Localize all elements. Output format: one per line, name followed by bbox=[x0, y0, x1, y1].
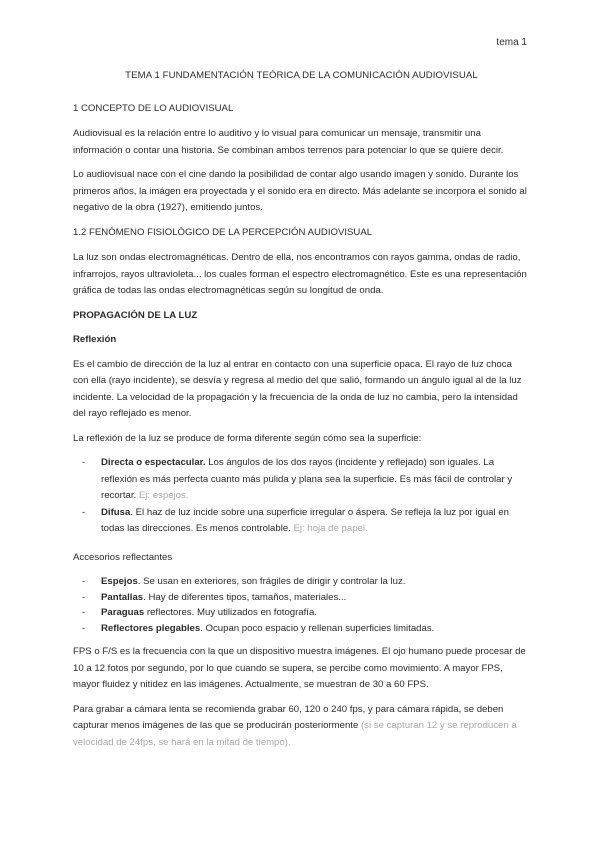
subheading-reflection: Reflexión bbox=[73, 334, 117, 345]
accessories-list bbox=[73, 574, 530, 636]
list-item-text: . Se usan en exteriores, son frágiles de dirigir y controlar la luz. bbox=[137, 576, 406, 587]
section-heading-perception: 1.2 FENÓMENO FISIOLÓGICO DE LA PERCEPCIÓN AUDIOVISUAL bbox=[73, 226, 373, 238]
list-item-text: . El haz de luz incide sobre una superficie irregular o áspera. Se refleja la luz por igual en todas las direcciones. Es menos controlable. bbox=[101, 506, 509, 534]
list-item-term: Espejos bbox=[101, 576, 138, 587]
list-item-term: Pantallas bbox=[101, 591, 144, 603]
list-item-text: reflectores. Muy utilizados en fotografía. bbox=[144, 607, 317, 618]
paragraph-audiovisual-definition: Audiovisual es la relación entre lo auditivo y lo visual para comunicar un mensaje, transmitir una información o contar una historia. Se combinan ambos terrenos para potenciar lo que se quiere decir. bbox=[73, 128, 504, 156]
list-item-example: Ej: hoja de papel. bbox=[293, 523, 368, 534]
list-dash: - bbox=[82, 622, 86, 634]
list-item-text: Los ángulos de los dos rayos (incidente y reflejado) son iguales. La reflexión es más perfecta cuanto más pulida y plana sea la superficie. Es más fácil de controlar y recortar. bbox=[101, 457, 513, 501]
camera-speed-text: Para grabar a cámara lenta se recomienda grabar 60, 120 o 240 fps, y para cámara rápida, se deben capturar menos imágenes de las que se producirán posteriormente bbox=[73, 703, 504, 731]
section-heading-concept: 1 CONCEPTO DE LO AUDIOVISUAL bbox=[73, 102, 234, 114]
list-dash: - bbox=[82, 576, 86, 587]
list-item-term: Reflectores plegables bbox=[101, 622, 201, 634]
list-dash: - bbox=[82, 591, 86, 603]
paragraph-light-waves: La luz son ondas electromagnéticas. Dentro de ella, nos encontramos con rayos gamma, ondas de radio, infrarrojos, rayos ultravioleta... los cuales forman el espectro electromagnético. Este es una representación gráfica de todas las ondas electromagnéticas según su longitud de onda. bbox=[73, 252, 527, 296]
document-title: TEMA 1 FUNDAMENTACIÓN TEÓRICA DE LA COMUNICACIÓN AUDIOVISUAL bbox=[125, 70, 478, 81]
list-item bbox=[73, 590, 530, 606]
list-dash: - bbox=[82, 607, 86, 618]
reflection-types-list bbox=[73, 455, 530, 538]
list-item bbox=[73, 621, 530, 637]
list-item-term: Paraguas bbox=[101, 607, 145, 618]
list-dash: - bbox=[82, 457, 86, 468]
list-item-text: . Hay de diferentes tipos, tamaños, materiales... bbox=[143, 591, 347, 603]
list-item-term: Difusa bbox=[101, 506, 131, 518]
list-item-example: Ej: espejos. bbox=[138, 490, 189, 501]
paragraph-fps: FPS o F/S es la frecuencia con la que un dispositivo muestra imágenes. El ojo humano puede procesar de 10 a 12 fotos por segundo, por lo que cuando se supera, se percibe como movimiento. A mayor FPS, mayor fluidez y nitidez en las imágenes. Actualmente, se muestran de 30 a 60 FPS. bbox=[73, 646, 526, 690]
list-item-term: Directa o espectacular. bbox=[101, 457, 206, 468]
paragraph-reflection-types-intro: La reflexión de la luz se produce de forma diferente según cómo sea la superficie: bbox=[73, 432, 422, 444]
paragraph-reflection-definition: Es el cambio de dirección de la luz al entrar en contacto con una superficie opaca. El rayo de luz choca con ella (rayo incidente), se desvía y regresa al medio del que salió, formando un ángulo igual al de la luz incidente. La velocidad de la propagación y la frecuencia de la onda de luz no cambia, pero la intensidad del rayo reflejado es menor. bbox=[73, 358, 522, 419]
camera-speed-note: (si se capturan 12 y se reproducen a velocidad de 24fps, se hará en la mitad de tiempo). bbox=[73, 720, 517, 748]
list-item bbox=[73, 505, 530, 538]
section-heading-propagation: PROPAGACIÓN DE LA LUZ bbox=[73, 309, 198, 321]
list-item bbox=[73, 605, 530, 621]
list-item bbox=[73, 455, 530, 505]
document-body bbox=[73, 68, 530, 759]
list-item-text: . Ocupan poco espacio y rellenan superficies limitadas. bbox=[200, 622, 435, 634]
paragraph-camera-speed bbox=[73, 702, 530, 752]
list-dash: - bbox=[82, 506, 86, 518]
paragraph-accessories-label: Accesorios reflectantes bbox=[73, 551, 173, 563]
list-item bbox=[73, 574, 530, 590]
page-header-label: tema 1 bbox=[496, 37, 527, 48]
paragraph-audiovisual-origin: Lo audiovisual nace con el cine dando la posibilidad de contar algo usando imagen y sonido. Durante los primeros años, la imágen era proyectada y el sonido era en directo. Más adelante se incorpora el sonido al negativo de la obra (1927), emitiendo juntos. bbox=[73, 169, 527, 213]
